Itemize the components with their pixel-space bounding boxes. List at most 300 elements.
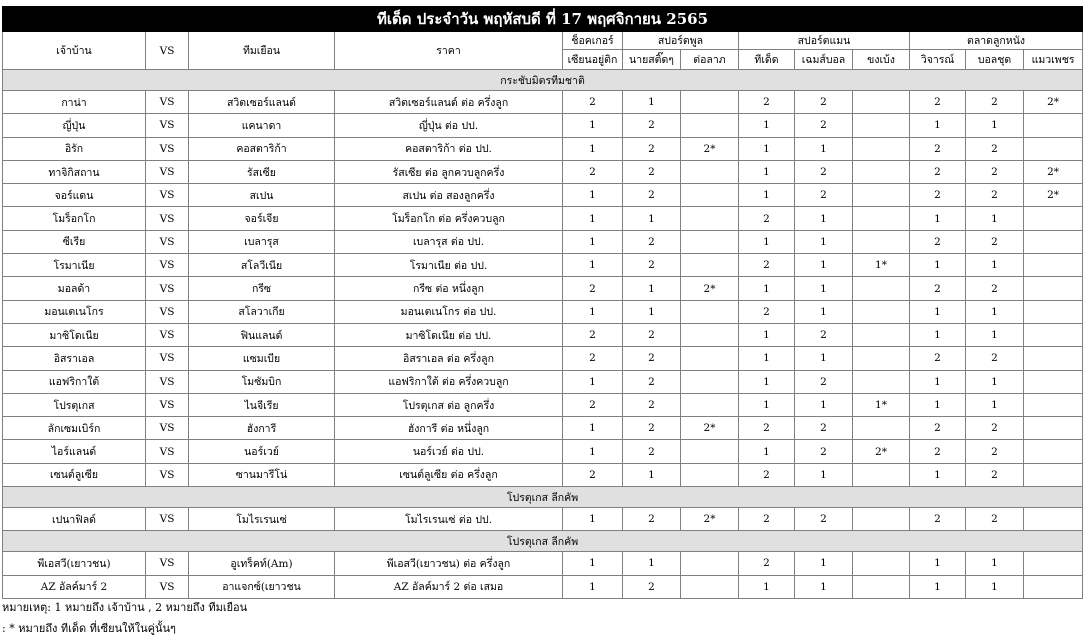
pick: 2 bbox=[739, 207, 795, 230]
pick: 1 bbox=[623, 300, 681, 323]
header-price: ราคา bbox=[335, 32, 563, 70]
price-line: มาซิโดเนีย ต่อ ปป. bbox=[335, 323, 563, 346]
pick: 2 bbox=[795, 160, 853, 183]
home-team: ลักเซมเบิร์ก bbox=[3, 417, 146, 440]
pick: 2 bbox=[623, 508, 681, 531]
price-line: สวิตเซอร์แลนด์ ต่อ ครึ่งลูก bbox=[335, 91, 563, 114]
pick: 1 bbox=[623, 91, 681, 114]
pick: 2 bbox=[739, 508, 795, 531]
pick: 1 bbox=[910, 393, 966, 416]
pick: 2 bbox=[623, 575, 681, 598]
pick: 1 bbox=[795, 347, 853, 370]
pick: 2 bbox=[623, 417, 681, 440]
pick: 1 bbox=[966, 575, 1024, 598]
pick: 2 bbox=[795, 417, 853, 440]
match-row bbox=[3, 370, 1083, 393]
pick: 2 bbox=[910, 184, 966, 207]
pick: 1 bbox=[739, 347, 795, 370]
pick: 1 bbox=[795, 230, 853, 253]
vs-label: VS bbox=[146, 440, 189, 463]
away-team: ซานมารีโน่ bbox=[189, 463, 335, 486]
pick: 2 bbox=[795, 91, 853, 114]
price-line: เบลารุส ต่อ ปป. bbox=[335, 230, 563, 253]
match-row bbox=[3, 417, 1083, 440]
pick: 1 bbox=[563, 184, 623, 207]
header-away: ทีมเยือน bbox=[189, 32, 335, 70]
pick bbox=[1024, 254, 1083, 277]
match-row bbox=[3, 508, 1083, 531]
pick: 1 bbox=[563, 300, 623, 323]
pick: 1 bbox=[910, 552, 966, 575]
pick bbox=[681, 552, 739, 575]
home-team: กาน่า bbox=[3, 91, 146, 114]
match-row bbox=[3, 300, 1083, 323]
pick: 1 bbox=[910, 207, 966, 230]
pick: 2 bbox=[910, 417, 966, 440]
vs-label: VS bbox=[146, 393, 189, 416]
pick bbox=[853, 508, 910, 531]
tips-table-wrapper bbox=[2, 6, 1082, 599]
note-star: : * หมายถึง ทีเด็ด ที่เซียนให้ในคู่นั้นๆ bbox=[2, 622, 176, 635]
away-team: สโลวีเนีย bbox=[189, 254, 335, 277]
home-team: อิรัก bbox=[3, 137, 146, 160]
header-tipster: นายสติ๊ดๆ bbox=[623, 50, 681, 70]
pick: 2 bbox=[623, 254, 681, 277]
pick: 2 bbox=[563, 277, 623, 300]
pick: 1 bbox=[739, 184, 795, 207]
pick bbox=[853, 91, 910, 114]
pick bbox=[853, 230, 910, 253]
pick: 2 bbox=[623, 347, 681, 370]
away-team: กรีซ bbox=[189, 277, 335, 300]
pick: 1 bbox=[966, 323, 1024, 346]
pick: 2 bbox=[795, 508, 853, 531]
pick: 1 bbox=[966, 393, 1024, 416]
header-group-talad: ตลาดลูกหนัง bbox=[910, 32, 1083, 50]
pick: 2 bbox=[910, 440, 966, 463]
pick: 1 bbox=[795, 137, 853, 160]
pick: 2* bbox=[853, 440, 910, 463]
pick bbox=[681, 323, 739, 346]
pick bbox=[853, 184, 910, 207]
pick: 2 bbox=[966, 463, 1024, 486]
pick bbox=[1024, 575, 1083, 598]
header-row-groups bbox=[3, 32, 1083, 50]
match-row bbox=[3, 552, 1083, 575]
pick bbox=[1024, 347, 1083, 370]
vs-label: VS bbox=[146, 323, 189, 346]
pick: 1 bbox=[966, 254, 1024, 277]
pick bbox=[1024, 417, 1083, 440]
match-row bbox=[3, 254, 1083, 277]
home-team: AZ อัลค์มาร์ 2 bbox=[3, 575, 146, 598]
pick: 1 bbox=[910, 300, 966, 323]
home-team: มาซิโดเนีย bbox=[3, 323, 146, 346]
away-team: เบลารุส bbox=[189, 230, 335, 253]
away-team: โมซัมบิก bbox=[189, 370, 335, 393]
vs-label: VS bbox=[146, 254, 189, 277]
home-team: พีเอสวี(เยาวชน) bbox=[3, 552, 146, 575]
pick: 1 bbox=[739, 114, 795, 137]
pick bbox=[1024, 463, 1083, 486]
pick bbox=[681, 300, 739, 323]
header-tipster: เฉมส์บอล bbox=[795, 50, 853, 70]
header-group-shocker: ช็อคเกอร์ bbox=[563, 32, 623, 50]
home-team: ญี่ปุ่น bbox=[3, 114, 146, 137]
home-team: ทาจิกิสถาน bbox=[3, 160, 146, 183]
price-line: พีเอสวี(เยาวชน) ต่อ ครึ่งลูก bbox=[335, 552, 563, 575]
price-line: ญี่ปุ่น ต่อ ปป. bbox=[335, 114, 563, 137]
match-row bbox=[3, 440, 1083, 463]
pick bbox=[681, 160, 739, 183]
vs-label: VS bbox=[146, 160, 189, 183]
price-line: โมร็อกโก ต่อ ครึ่งควบลูก bbox=[335, 207, 563, 230]
away-team: ฮังการี bbox=[189, 417, 335, 440]
pick: 1 bbox=[623, 207, 681, 230]
away-team: ฟินแลนด์ bbox=[189, 323, 335, 346]
match-row bbox=[3, 207, 1083, 230]
tips-table bbox=[2, 6, 1083, 599]
pick bbox=[1024, 440, 1083, 463]
title-row bbox=[3, 7, 1083, 32]
pick: 2 bbox=[623, 184, 681, 207]
pick bbox=[681, 91, 739, 114]
pick: 1 bbox=[910, 254, 966, 277]
pick: 2 bbox=[739, 463, 795, 486]
pick: 2* bbox=[681, 508, 739, 531]
pick bbox=[681, 393, 739, 416]
pick: 1 bbox=[795, 300, 853, 323]
pick: 2* bbox=[681, 417, 739, 440]
league-name: โปรตุเกส ลีกคัพ bbox=[3, 531, 1083, 552]
pick: 1 bbox=[563, 207, 623, 230]
pick: 2 bbox=[623, 114, 681, 137]
pick: 1 bbox=[739, 277, 795, 300]
price-line: มอนเตเนโกร ต่อ ปป. bbox=[335, 300, 563, 323]
pick: 2 bbox=[739, 552, 795, 575]
pick: 1 bbox=[795, 207, 853, 230]
pick bbox=[681, 440, 739, 463]
pick: 1 bbox=[795, 393, 853, 416]
league-section-row bbox=[3, 70, 1083, 91]
pick bbox=[853, 277, 910, 300]
pick: 1 bbox=[563, 508, 623, 531]
pick bbox=[853, 575, 910, 598]
pick: 1 bbox=[739, 575, 795, 598]
pick: 1 bbox=[795, 277, 853, 300]
vs-label: VS bbox=[146, 207, 189, 230]
pick bbox=[853, 137, 910, 160]
match-row bbox=[3, 91, 1083, 114]
pick: 2 bbox=[563, 393, 623, 416]
away-team: สโลวาเกีย bbox=[189, 300, 335, 323]
pick bbox=[681, 114, 739, 137]
pick: 2 bbox=[563, 323, 623, 346]
header-home: เจ้าบ้าน bbox=[3, 32, 146, 70]
away-team: นอร์เวย์ bbox=[189, 440, 335, 463]
pick: 1 bbox=[739, 160, 795, 183]
price-line: สเปน ต่อ สองลูกครึ่ง bbox=[335, 184, 563, 207]
pick: 2 bbox=[739, 91, 795, 114]
pick: 2 bbox=[623, 323, 681, 346]
pick: 1 bbox=[910, 323, 966, 346]
pick: 1 bbox=[563, 575, 623, 598]
pick: 2 bbox=[910, 160, 966, 183]
price-line: เซนต์ลูเซีย ต่อ ครึ่งลูก bbox=[335, 463, 563, 486]
pick bbox=[681, 575, 739, 598]
match-row bbox=[3, 230, 1083, 253]
pick bbox=[853, 463, 910, 486]
pick: 2 bbox=[795, 323, 853, 346]
league-name: โปรตุเกส ลีกคัพ bbox=[3, 487, 1083, 508]
pick: 2 bbox=[623, 440, 681, 463]
pick: 1 bbox=[623, 552, 681, 575]
pick bbox=[681, 370, 739, 393]
vs-label: VS bbox=[146, 575, 189, 598]
header-tipster: เซียนอยู่ติก bbox=[563, 50, 623, 70]
pick: 2 bbox=[623, 230, 681, 253]
away-team: รัสเซีย bbox=[189, 160, 335, 183]
pick bbox=[1024, 300, 1083, 323]
pick: 1 bbox=[739, 440, 795, 463]
header-tipster: วิจารณ์ bbox=[910, 50, 966, 70]
pick: 1 bbox=[563, 370, 623, 393]
pick: 1 bbox=[795, 575, 853, 598]
match-row bbox=[3, 393, 1083, 416]
away-team: แคนาดา bbox=[189, 114, 335, 137]
match-row bbox=[3, 575, 1083, 598]
pick: 1 bbox=[910, 114, 966, 137]
pick: 2 bbox=[966, 184, 1024, 207]
league-name: กระชับมิตรทีมชาติ bbox=[3, 70, 1083, 91]
pick: 1 bbox=[966, 552, 1024, 575]
pick: 2 bbox=[966, 91, 1024, 114]
pick: 2 bbox=[910, 230, 966, 253]
pick bbox=[1024, 207, 1083, 230]
note-legend: หมายเหตุ: 1 หมายถึง เจ้าบ้าน , 2 หมายถึง ทีมเยือน bbox=[2, 601, 248, 614]
price-line: AZ อัลค์มาร์ 2 ต่อ เสมอ bbox=[335, 575, 563, 598]
pick bbox=[1024, 552, 1083, 575]
vs-label: VS bbox=[146, 230, 189, 253]
league-section-row bbox=[3, 487, 1083, 508]
pick bbox=[681, 347, 739, 370]
header-tipster: บอลชุด bbox=[966, 50, 1024, 70]
price-line: คอสตาริก้า ต่อ ปป. bbox=[335, 137, 563, 160]
pick bbox=[853, 323, 910, 346]
pick: 1 bbox=[623, 463, 681, 486]
pick: 1 bbox=[910, 463, 966, 486]
pick: 2 bbox=[966, 347, 1024, 370]
pick: 1 bbox=[563, 440, 623, 463]
home-team: มอนเตเนโกร bbox=[3, 300, 146, 323]
price-line: นอร์เวย์ ต่อ ปป. bbox=[335, 440, 563, 463]
pick: 1 bbox=[563, 417, 623, 440]
price-line: กรีซ ต่อ หนึ่งลูก bbox=[335, 277, 563, 300]
pick: 1 bbox=[739, 323, 795, 346]
match-row bbox=[3, 114, 1083, 137]
pick: 1 bbox=[739, 393, 795, 416]
vs-label: VS bbox=[146, 463, 189, 486]
pick: 2 bbox=[910, 347, 966, 370]
away-team: โมไรเรนเซ่ bbox=[189, 508, 335, 531]
pick: 1 bbox=[966, 370, 1024, 393]
price-line: โปรตุเกส ต่อ ลูกครึ่ง bbox=[335, 393, 563, 416]
pick: 1 bbox=[739, 137, 795, 160]
pick: 2 bbox=[966, 277, 1024, 300]
header-group-sportpool: สปอร์ตพูล bbox=[623, 32, 739, 50]
pick: 2 bbox=[966, 508, 1024, 531]
pick: 2* bbox=[681, 137, 739, 160]
pick: 2 bbox=[795, 114, 853, 137]
pick: 1 bbox=[739, 230, 795, 253]
pick bbox=[1024, 393, 1083, 416]
match-row bbox=[3, 463, 1083, 486]
vs-label: VS bbox=[146, 370, 189, 393]
pick bbox=[1024, 370, 1083, 393]
pick: 1* bbox=[853, 254, 910, 277]
pick bbox=[853, 370, 910, 393]
pick: 2* bbox=[1024, 91, 1083, 114]
vs-label: VS bbox=[146, 347, 189, 370]
pick: 1 bbox=[795, 552, 853, 575]
pick: 1 bbox=[563, 137, 623, 160]
pick: 1 bbox=[563, 230, 623, 253]
home-team: อิสราเอล bbox=[3, 347, 146, 370]
pick bbox=[853, 552, 910, 575]
header-group-sportman: สปอร์ตแมน bbox=[739, 32, 910, 50]
vs-label: VS bbox=[146, 300, 189, 323]
pick: 2 bbox=[910, 508, 966, 531]
pick: 2 bbox=[563, 91, 623, 114]
pick: 1 bbox=[739, 370, 795, 393]
match-row bbox=[3, 160, 1083, 183]
match-row bbox=[3, 184, 1083, 207]
pick: 2 bbox=[910, 277, 966, 300]
vs-label: VS bbox=[146, 91, 189, 114]
pick: 1 bbox=[563, 254, 623, 277]
pick: 2 bbox=[623, 393, 681, 416]
pick bbox=[853, 207, 910, 230]
pick: 2 bbox=[623, 137, 681, 160]
pick: 2 bbox=[739, 417, 795, 440]
pick: 2* bbox=[1024, 160, 1083, 183]
vs-label: VS bbox=[146, 417, 189, 440]
vs-label: VS bbox=[146, 552, 189, 575]
pick bbox=[1024, 508, 1083, 531]
pick: 2 bbox=[966, 137, 1024, 160]
pick: 2 bbox=[563, 160, 623, 183]
away-team: สวิตเซอร์แลนด์ bbox=[189, 91, 335, 114]
price-line: ฮังการี ต่อ หนึ่งลูก bbox=[335, 417, 563, 440]
pick: 2* bbox=[681, 277, 739, 300]
pick: 2 bbox=[795, 440, 853, 463]
pick: 2 bbox=[795, 184, 853, 207]
home-team: โมร็อกโก bbox=[3, 207, 146, 230]
pick: 2 bbox=[563, 463, 623, 486]
pick: 2 bbox=[910, 137, 966, 160]
pick: 2 bbox=[966, 230, 1024, 253]
home-team: โปรตุเกส bbox=[3, 393, 146, 416]
pick: 2* bbox=[1024, 184, 1083, 207]
pick bbox=[681, 230, 739, 253]
vs-label: VS bbox=[146, 114, 189, 137]
pick bbox=[681, 463, 739, 486]
pick bbox=[853, 114, 910, 137]
home-team: จอร์แดน bbox=[3, 184, 146, 207]
home-team: เปนาฟิลด์ bbox=[3, 508, 146, 531]
match-row bbox=[3, 277, 1083, 300]
pick: 2 bbox=[966, 417, 1024, 440]
pick: 1 bbox=[795, 463, 853, 486]
match-row bbox=[3, 347, 1083, 370]
pick bbox=[681, 254, 739, 277]
header-tipster: แมวเพชร bbox=[1024, 50, 1083, 70]
home-team: ซีเรีย bbox=[3, 230, 146, 253]
pick bbox=[681, 207, 739, 230]
pick: 2 bbox=[563, 347, 623, 370]
pick: 1 bbox=[623, 277, 681, 300]
pick: 1 bbox=[563, 114, 623, 137]
home-team: เซนต์ลูเซีย bbox=[3, 463, 146, 486]
away-team: จอร์เจีย bbox=[189, 207, 335, 230]
league-section-row bbox=[3, 531, 1083, 552]
price-line: อิสราเอล ต่อ ครึ่งลูก bbox=[335, 347, 563, 370]
home-team: ไอร์แลนด์ bbox=[3, 440, 146, 463]
page-title: ทีเด็ด ประจำวัน พฤหัสบดี ที่ 17 พฤศจิกายน 2565 bbox=[3, 7, 1083, 32]
pick: 2 bbox=[966, 160, 1024, 183]
pick: 1* bbox=[853, 393, 910, 416]
header-tipster: ทีเด็ด bbox=[739, 50, 795, 70]
header-vs: VS bbox=[146, 32, 189, 70]
pick bbox=[1024, 137, 1083, 160]
pick: 1 bbox=[795, 254, 853, 277]
pick: 2 bbox=[739, 300, 795, 323]
pick: 1 bbox=[966, 207, 1024, 230]
price-line: แอฟริกาใต้ ต่อ ครึ่งควบลูก bbox=[335, 370, 563, 393]
home-team: มอลด้า bbox=[3, 277, 146, 300]
away-team: อูเทร็คท์(Am) bbox=[189, 552, 335, 575]
pick: 2 bbox=[795, 370, 853, 393]
pick bbox=[853, 300, 910, 323]
away-team: แซมเบีย bbox=[189, 347, 335, 370]
pick: 2 bbox=[910, 91, 966, 114]
pick: 1 bbox=[966, 114, 1024, 137]
pick bbox=[1024, 323, 1083, 346]
pick: 1 bbox=[563, 552, 623, 575]
pick bbox=[853, 417, 910, 440]
away-team: สเปน bbox=[189, 184, 335, 207]
pick bbox=[681, 184, 739, 207]
price-line: โมไรเรนเซ่ ต่อ ปป. bbox=[335, 508, 563, 531]
pick: 1 bbox=[910, 575, 966, 598]
pick bbox=[853, 347, 910, 370]
match-row bbox=[3, 323, 1083, 346]
pick bbox=[1024, 230, 1083, 253]
away-team: อาแจกซ์(เยาวชน bbox=[189, 575, 335, 598]
pick: 2 bbox=[623, 370, 681, 393]
pick bbox=[1024, 277, 1083, 300]
pick bbox=[1024, 114, 1083, 137]
vs-label: VS bbox=[146, 137, 189, 160]
pick: 2 bbox=[966, 440, 1024, 463]
pick: 1 bbox=[966, 300, 1024, 323]
vs-label: VS bbox=[146, 508, 189, 531]
vs-label: VS bbox=[146, 184, 189, 207]
away-team: คอสตาริก้า bbox=[189, 137, 335, 160]
price-line: รัสเซีย ต่อ ลูกควบลูกครึ่ง bbox=[335, 160, 563, 183]
pick: 1 bbox=[910, 370, 966, 393]
vs-label: VS bbox=[146, 277, 189, 300]
